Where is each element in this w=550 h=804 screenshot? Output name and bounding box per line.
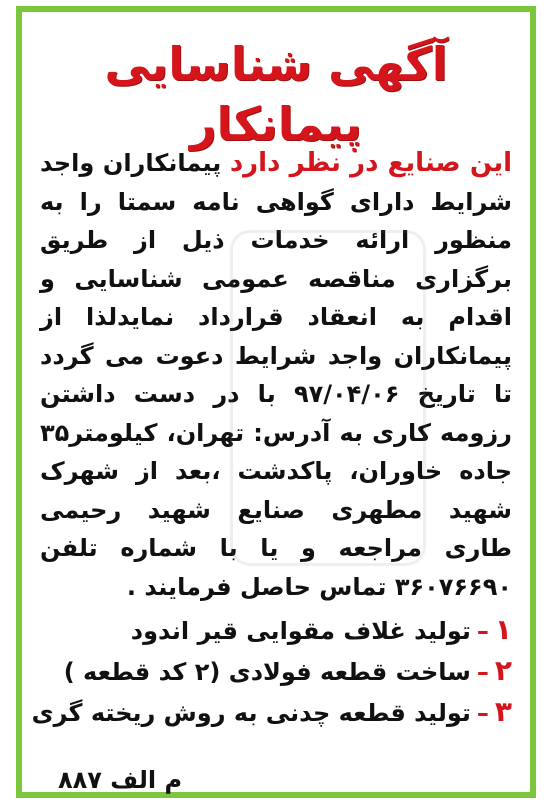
item-number: ۲ — [494, 654, 512, 687]
ad-code: م الف ۸۸۷ — [58, 766, 183, 794]
item-text: تولید غلاف مقوایی قیر اندود — [130, 617, 471, 645]
ad-body — [40, 144, 512, 606]
ad-title: آگهی شناسایی پیمانکار — [104, 37, 448, 151]
list-item — [40, 610, 512, 651]
item-number: ۳ — [494, 695, 512, 728]
list-item — [40, 651, 512, 692]
item-dash: – — [476, 617, 489, 645]
ad-body-text: پیمانکاران واجد شرایط دارای گواهی نامه سمتا را به منظور ارائه خدمات ذیل از طریق برگزاری مناقصه عمومی شناسایی و اقدام به انعقاد قرارداد نمایدلذا از پیمانکاران واجد شرایط دعوت می گردد تا تاریخ ۹۷/۰۴/۰۶ با در دست داشتن رزومه کاری به آدرس: تهران، کیلومتر۳۵ جاده خاوران، پاکدشت ،بعد از شهرک شهید مطهری صنایع شهید رحیمی طاری مراجعه و یا با شماره تلفن ۳۶۰۷۶۶۹۰ تماس حاصل فرمایند . — [40, 149, 512, 601]
item-text: تولید قطعه چدنی به روش ریخته گری — [31, 699, 471, 727]
list-item — [31, 692, 512, 733]
ad-lead: این صنایع در نظر دارد — [229, 148, 512, 178]
item-text: ساخت قطعه فولادی (۲ کد قطعه ) — [63, 658, 471, 686]
item-dash: – — [476, 699, 489, 727]
service-list — [31, 610, 512, 733]
item-number: ۱ — [494, 613, 512, 646]
item-dash: – — [476, 658, 489, 686]
ad-frame — [16, 6, 536, 798]
